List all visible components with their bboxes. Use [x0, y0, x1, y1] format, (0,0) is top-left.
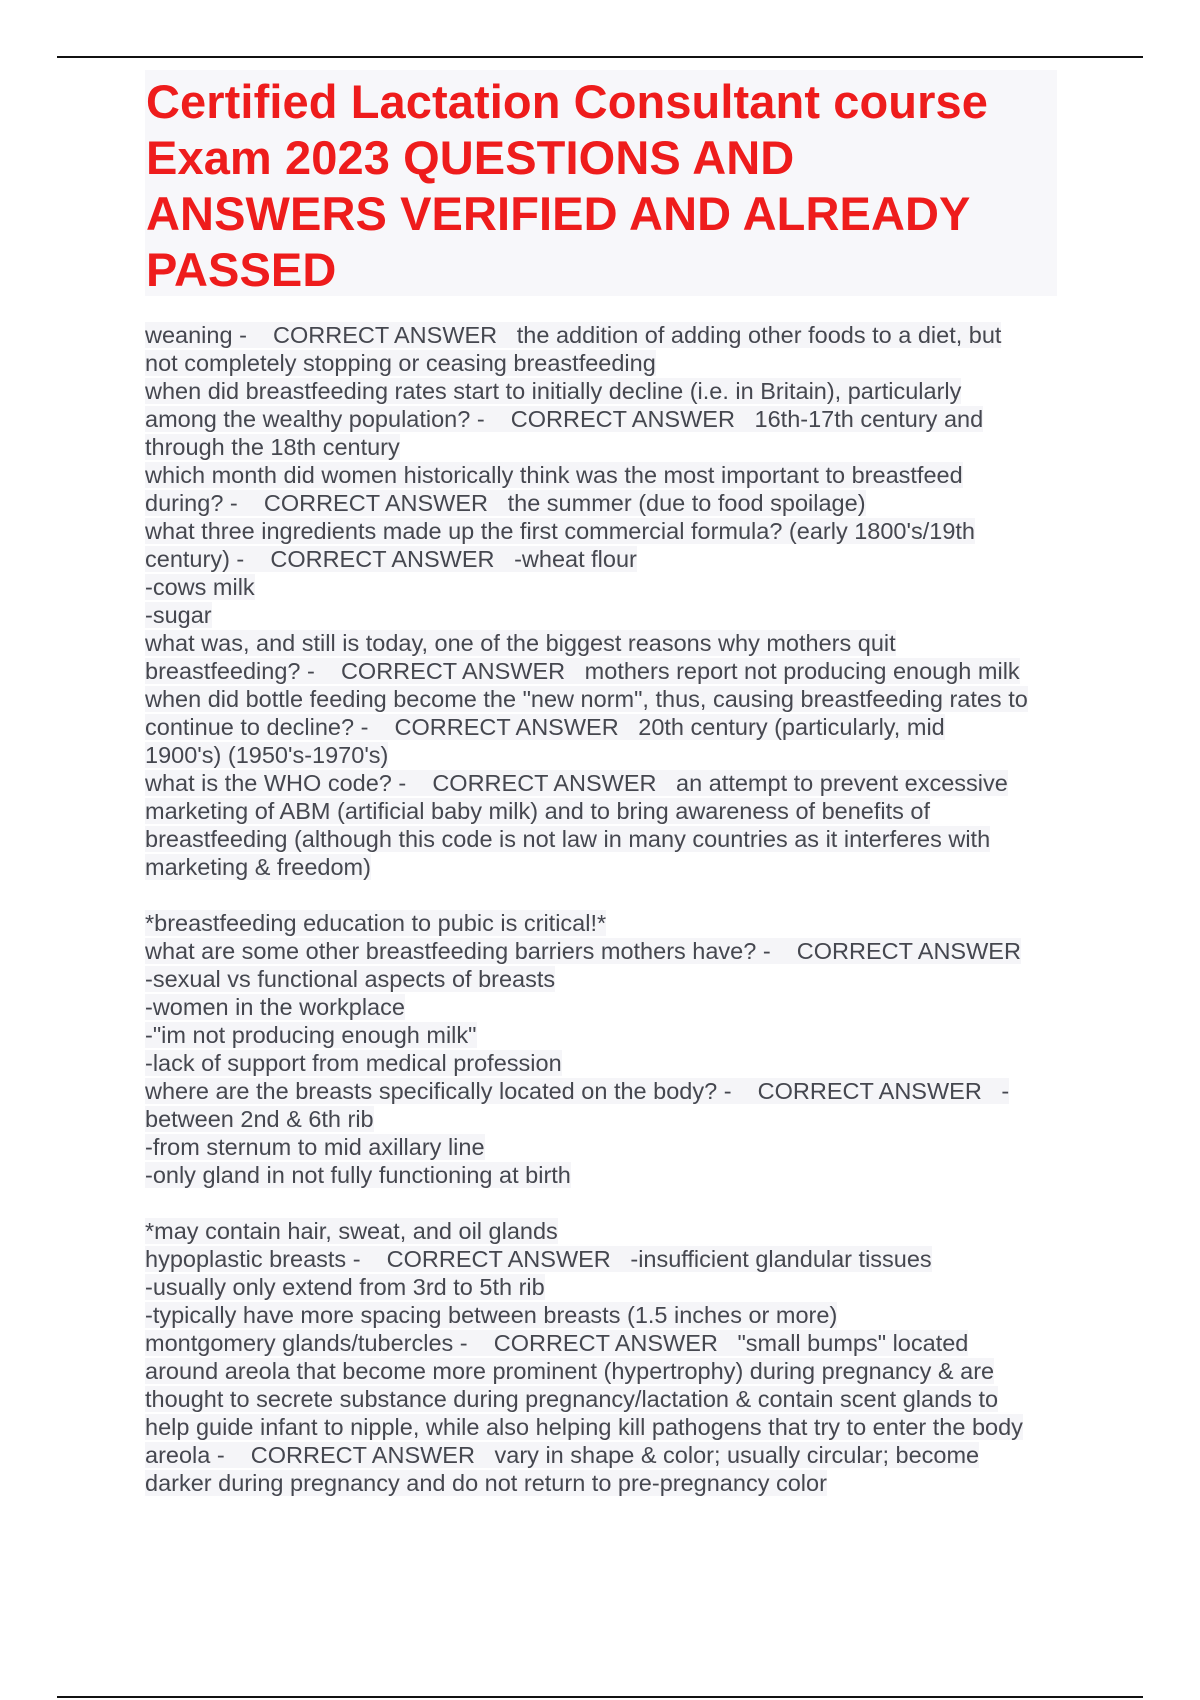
text-line-content: which month did women historically think was the most important to breastfeed [145, 462, 963, 488]
text-line [145, 1077, 1075, 1105]
text-line-content: thought to secrete substance during pregnancy/lactation & contain scent glands to [145, 1386, 999, 1412]
text-line-content: -"im not producing enough milk" [145, 1022, 477, 1048]
text-line [145, 1441, 1075, 1469]
text-line [145, 321, 1075, 349]
text-line-content: what is the WHO code? - CORRECT ANSWER an attempt to prevent excessive [145, 770, 1008, 796]
text-line-content: breastfeeding (although this code is not law in many countries as it interferes with [145, 826, 991, 852]
text-line-content: help guide infant to nipple, while also helping kill pathogens that try to enter the body [145, 1414, 1023, 1440]
text-line [145, 1245, 1075, 1273]
paragraph-gap [145, 1189, 1075, 1217]
text-line [145, 965, 1075, 993]
text-line [145, 825, 1075, 853]
text-line-content: -lack of support from medical profession [145, 1050, 562, 1076]
title-line: ANSWERS VERIFIED AND ALREADY [146, 187, 971, 240]
document-title [145, 70, 1057, 298]
text-line-content: darker during pregnancy and do not return to pre-pregnancy color [145, 1470, 827, 1496]
title-line: PASSED [146, 243, 337, 296]
text-line-content: marketing of ABM (artificial baby milk) and to bring awareness of benefits of [145, 798, 931, 824]
text-line [145, 1217, 1075, 1245]
text-line-content: what three ingredients made up the first commercial formula? (early 1800's/19th [145, 518, 976, 544]
text-line [145, 489, 1075, 517]
text-line-content: century) - CORRECT ANSWER -wheat flour [145, 546, 637, 572]
text-line [145, 685, 1075, 713]
text-line [145, 1469, 1075, 1497]
text-line [145, 1329, 1075, 1357]
text-line [145, 797, 1075, 825]
text-line [145, 601, 1075, 629]
text-line-content: when did breastfeeding rates start to initially decline (i.e. in Britain), particularly [145, 378, 962, 404]
title-line: Exam 2023 QUESTIONS AND [146, 131, 795, 184]
text-line [145, 405, 1075, 433]
text-line-content: breastfeeding? - CORRECT ANSWER mothers report not producing enough milk [145, 658, 1020, 684]
text-line-content: areola - CORRECT ANSWER vary in shape & color; usually circular; become [145, 1442, 980, 1468]
text-line-content: montgomery glands/tubercles - CORRECT ANSWER "small bumps" located [145, 1330, 969, 1356]
title-block [145, 70, 1057, 296]
text-line [145, 349, 1075, 377]
text-line-content: -usually only extend from 3rd to 5th rib [145, 1274, 545, 1300]
text-line-content: what are some other breastfeeding barriers mothers have? - CORRECT ANSWER [145, 938, 1021, 964]
text-line-content: *breastfeeding education to pubic is critical!* [145, 910, 607, 936]
text-line-content: 1900's) (1950's-1970's) [145, 742, 389, 768]
text-line [145, 909, 1075, 937]
paragraph-gap [145, 881, 1075, 909]
text-line-content: during? - CORRECT ANSWER the summer (due to food spoilage) [145, 490, 866, 516]
text-line-content: continue to decline? - CORRECT ANSWER 20th century (particularly, mid [145, 714, 945, 740]
text-line-content: -sexual vs functional aspects of breasts [145, 966, 556, 992]
text-line [145, 433, 1075, 461]
text-line-content: through the 18th century [145, 434, 400, 460]
qa-body [145, 321, 1075, 1497]
text-line-content: -cows milk [145, 574, 255, 600]
text-line-content: what was, and still is today, one of the biggest reasons why mothers quit [145, 630, 896, 656]
text-line-content: between 2nd & 6th rib [145, 1106, 374, 1132]
text-line [145, 573, 1075, 601]
text-line [145, 1105, 1075, 1133]
text-line [145, 1413, 1075, 1441]
bottom-rule [57, 1696, 1143, 1698]
text-line [145, 377, 1075, 405]
text-line-content: not completely stopping or ceasing breastfeeding [145, 350, 656, 376]
text-line-content: marketing & freedom) [145, 854, 371, 880]
text-line-content: -sugar [145, 602, 212, 628]
text-line-content: -only gland in not fully functioning at birth [145, 1162, 571, 1188]
text-line-content: -typically have more spacing between breasts (1.5 inches or more) [145, 1302, 838, 1328]
text-line [145, 1049, 1075, 1077]
text-line-content: around areola that become more prominent (hypertrophy) during pregnancy & are [145, 1358, 995, 1384]
text-line [145, 1021, 1075, 1049]
text-line [145, 657, 1075, 685]
text-line [145, 517, 1075, 545]
text-line [145, 1133, 1075, 1161]
text-line [145, 1161, 1075, 1189]
text-line [145, 769, 1075, 797]
text-line [145, 1357, 1075, 1385]
text-line [145, 713, 1075, 741]
text-line [145, 853, 1075, 881]
text-line-content: -from sternum to mid axillary line [145, 1134, 485, 1160]
title-line: Certified Lactation Consultant course [146, 75, 988, 128]
text-line-content: when did bottle feeding become the "new norm", thus, causing breastfeeding rates to [145, 686, 1028, 712]
text-line [145, 1301, 1075, 1329]
text-line [145, 629, 1075, 657]
text-line-content: among the wealthy population? - CORRECT ANSWER 16th-17th century and [145, 406, 984, 432]
text-line-content: weaning - CORRECT ANSWER the addition of adding other foods to a diet, but [145, 322, 1002, 348]
text-line [145, 461, 1075, 489]
text-line [145, 1385, 1075, 1413]
text-line [145, 1273, 1075, 1301]
top-rule [57, 56, 1143, 58]
text-line-content: hypoplastic breasts - CORRECT ANSWER -insufficient glandular tissues [145, 1246, 932, 1272]
text-line [145, 545, 1075, 573]
text-line [145, 993, 1075, 1021]
text-line-content: -women in the workplace [145, 994, 405, 1020]
text-line [145, 741, 1075, 769]
text-line-content: *may contain hair, sweat, and oil glands [145, 1218, 558, 1244]
text-line [145, 937, 1075, 965]
text-line-content: where are the breasts specifically located on the body? - CORRECT ANSWER - [145, 1078, 1010, 1104]
